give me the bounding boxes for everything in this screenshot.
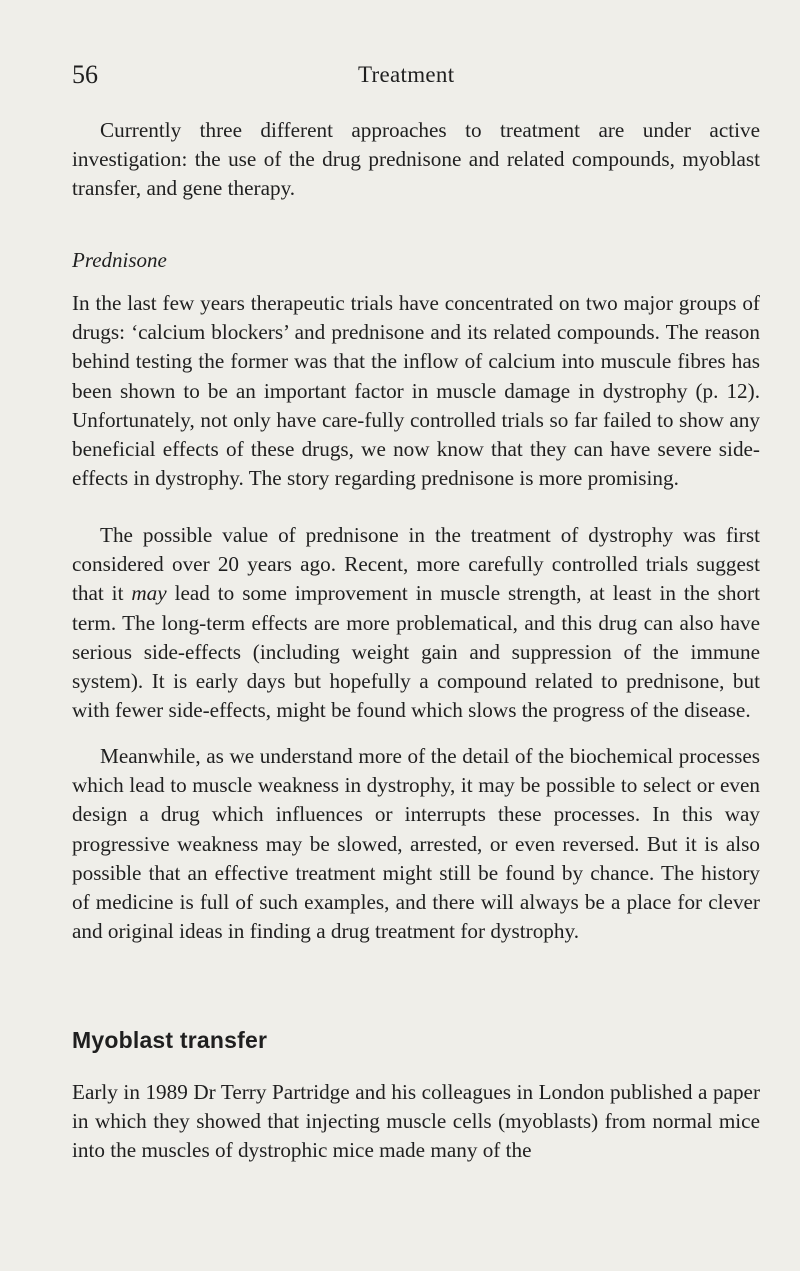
page-header <box>72 60 760 96</box>
running-head: Treatment <box>358 62 455 87</box>
p2-emphasis: may <box>131 581 167 606</box>
prednisone-paragraph-3: Meanwhile, as we understand more of the detail of the biochemical processes which lead to muscle weakness in dystrophy, it may be possible to select or even design a drug which influences or interrupts these processes. In this way progressive weakness may be slowed, arrested, or even reversed. But it is also possible that an effective treatment might still be found by chance. The history of medicine is full of such examples, and there will always be a place for clever and original ideas in finding a drug treatment for dystrophy. <box>72 744 760 944</box>
prednisone-paragraph-1: In the last few years therapeutic trials have concentrated on two major groups of drugs: ‘calcium blockers’ and prednisone and its related compounds. The reason behind testing the former was that the inflow of calcium into muscule fibres has been shown to be an important factor in muscle damage in dystrophy (p. 12). Unfortunately, not only have care-fully controlled trials so far failed to show any beneficial effects of these drugs, we now know that they can have severe side-effects in dystrophy. The story regarding prednisone is more promising. <box>72 291 760 491</box>
p2-text-end: lead to some improvement in muscle strength, at least in the short term. The long-term effects are more problematical, and this drug can also have serious side-effects (including weight gain and suppression of the immune system). It is early days but hopefully a compound related to prednisone, but with fewer side-effects, might be found which slows the progress of the disease. <box>72 581 761 723</box>
myoblast-section-heading: Myoblast transfer <box>72 1027 268 1053</box>
page-number: 56 <box>72 60 98 89</box>
p2-text-start: The possible value of prednisone in the treatment of dystrophy was first considered over 20 years ago. Recent, more carefully controlled trials suggest that it <box>72 523 760 606</box>
prednisone-paragraph-2 <box>72 521 760 725</box>
intro-paragraph: Currently three different approaches to treatment are under active investigation: the use of the drug prednisone and related compounds, myoblast transfer, and gene therapy. <box>72 118 760 201</box>
prednisone-subheading: Prednisone <box>72 248 167 272</box>
myoblast-paragraph-1: Early in 1989 Dr Terry Partridge and his colleagues in London published a paper in which they showed that injecting muscle cells (myoblasts) from normal mice into the muscles of dystrophic mice made many of the <box>72 1080 760 1163</box>
